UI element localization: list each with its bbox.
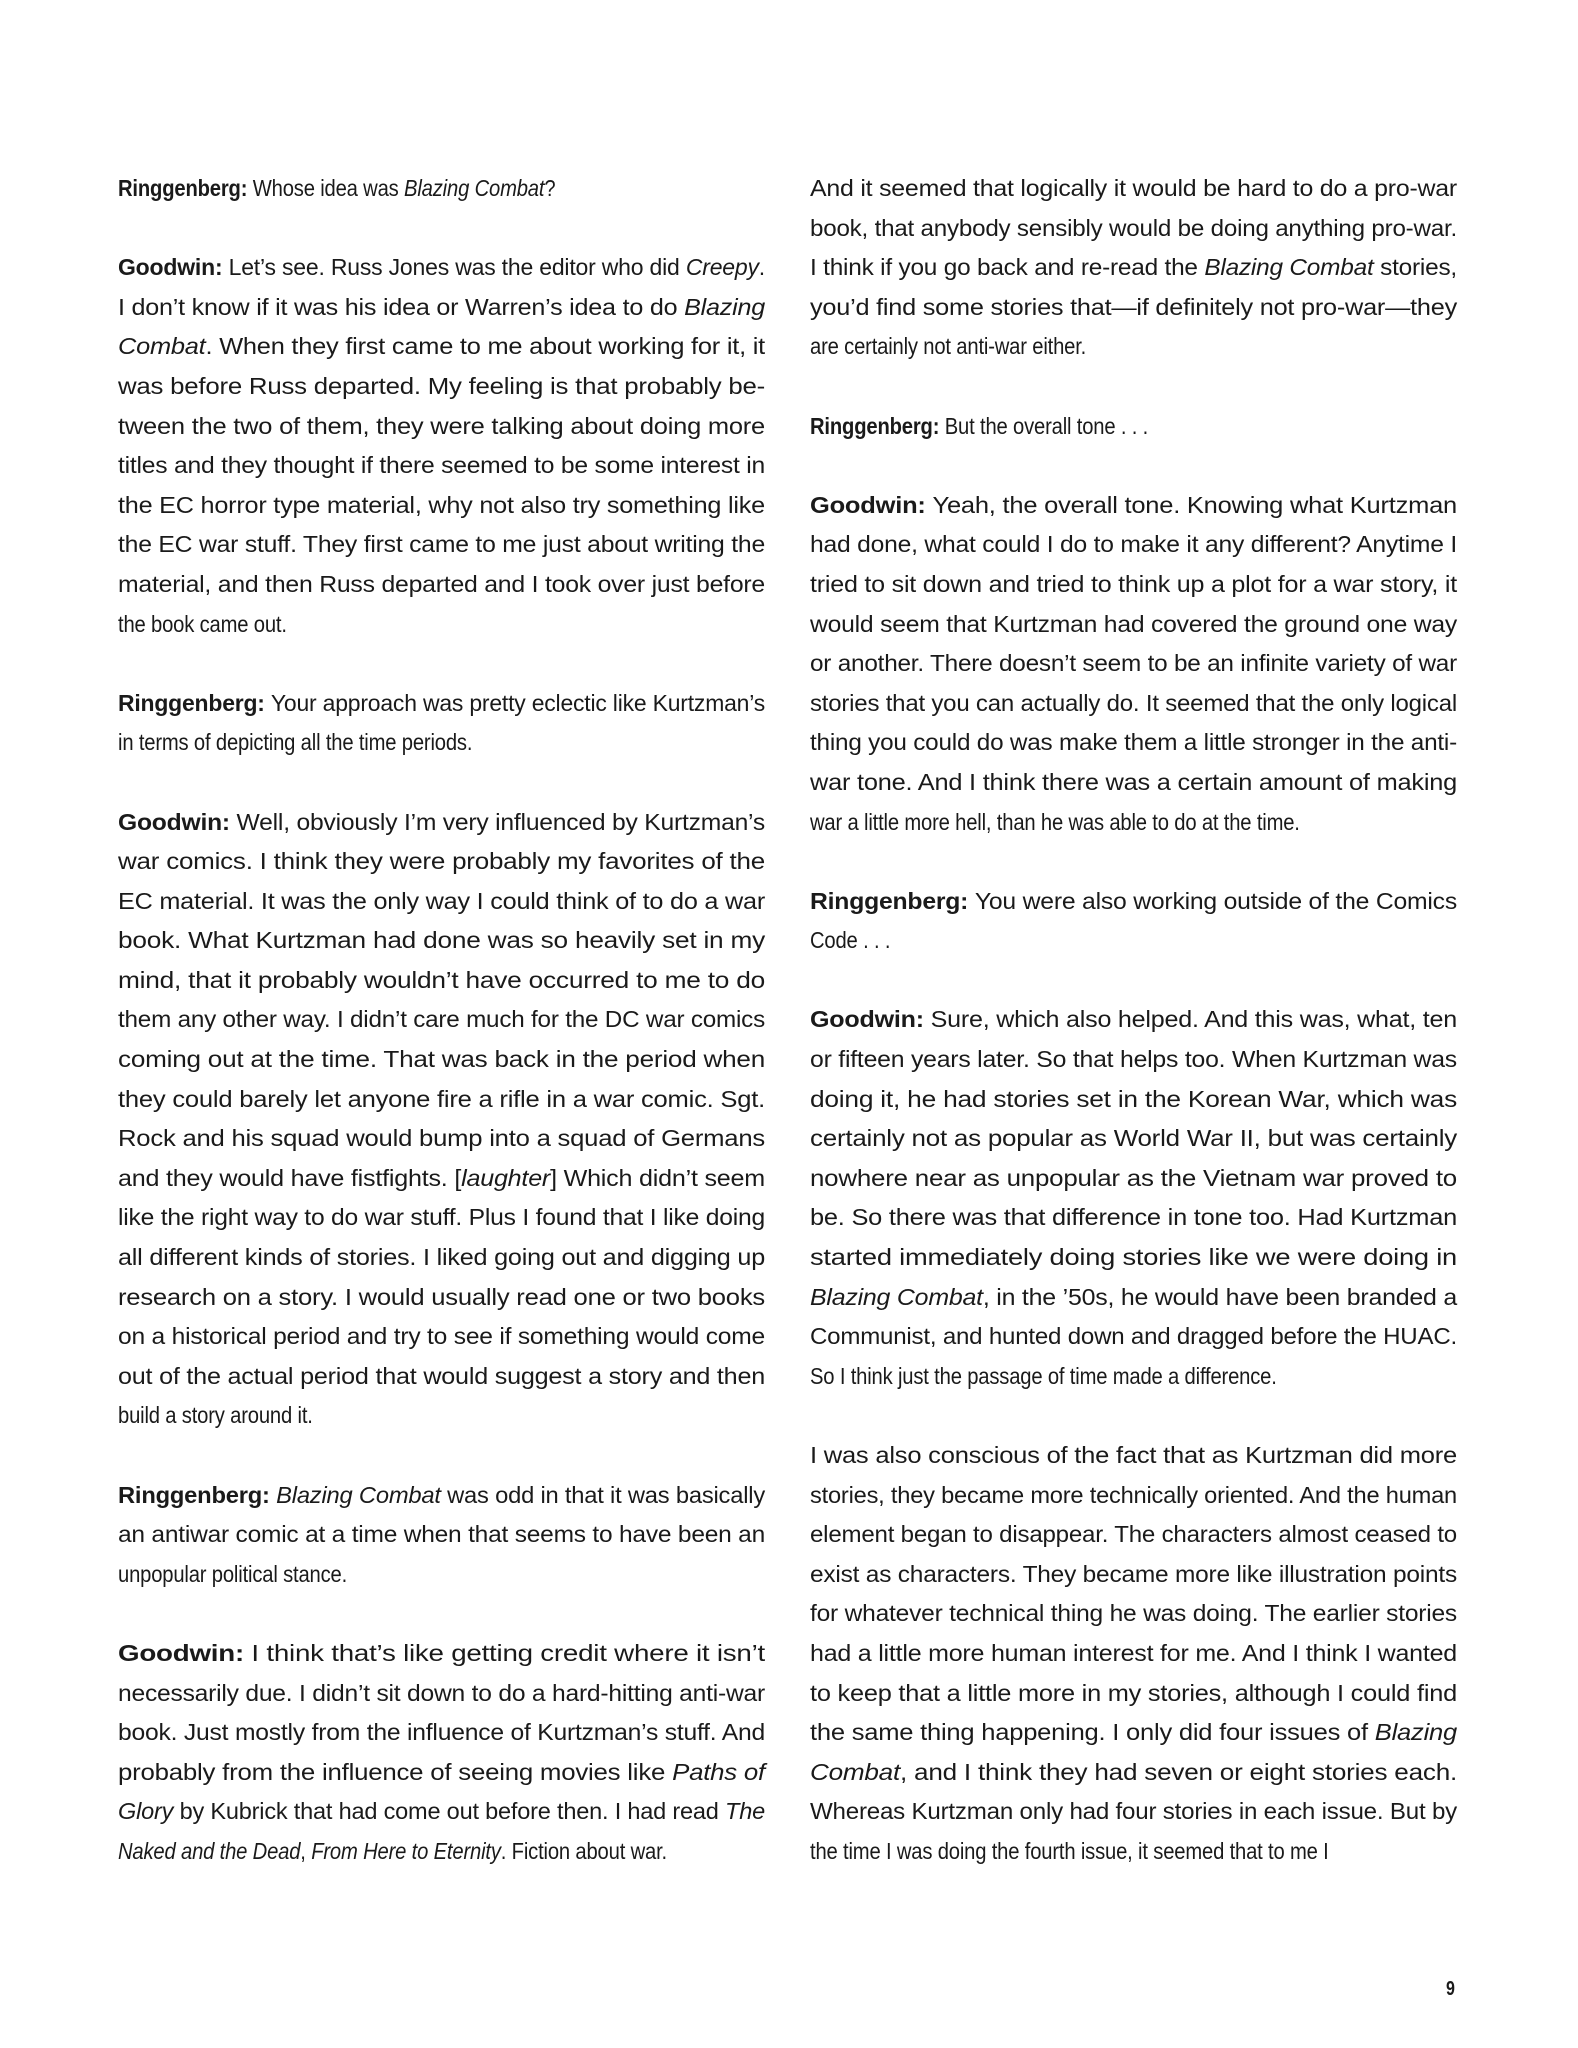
text-line: [118, 842, 765, 882]
text-run: Whereas Kurtzman only had four stories in each issue. But by: [810, 1798, 1457, 1825]
italic-title: Blazing Combat: [404, 175, 545, 201]
text-run: coming out at the time. That was back in the period when: [118, 1046, 765, 1073]
text-run: So I think just the passage of time made a difference.: [810, 1362, 1277, 1389]
text-line: [810, 327, 1457, 367]
paragraph-gap: [810, 367, 1457, 407]
text-run: tween the two of them, they were talking about doing more: [118, 412, 765, 439]
text-run: are certainly not anti-war either.: [810, 333, 1087, 360]
text-run: was odd in that it was basically: [440, 1481, 765, 1508]
interview-paragraph: [118, 803, 765, 1437]
text-run: or another. There doesn’t seem to be an infinite variety of war: [810, 650, 1457, 677]
paragraph-gap: [118, 644, 765, 684]
text-line: [810, 1278, 1457, 1318]
text-line: [118, 1238, 765, 1278]
text-run: stories,: [1373, 254, 1457, 281]
text-line: [810, 1555, 1457, 1595]
speaker-label: Goodwin:: [118, 1639, 252, 1666]
text-line: [118, 525, 765, 565]
text-run: unpopular political stance.: [118, 1560, 348, 1587]
text-line: [810, 1436, 1457, 1476]
speaker-label: Goodwin:: [810, 1006, 931, 1033]
text-run: element began to disappear. The characters almost ceased to: [810, 1521, 1457, 1548]
text-column-right: [810, 169, 1457, 1872]
interview-paragraph: [810, 407, 1457, 447]
italic-title: From Here to Eternity: [311, 1837, 501, 1864]
text-run: Whose idea was: [252, 175, 405, 201]
text-line: [810, 1198, 1457, 1238]
text-line: [118, 248, 765, 288]
text-run: the time I was doing the fourth issue, it seemed that to me I: [810, 1837, 1329, 1864]
speaker-label: Goodwin:: [118, 808, 237, 835]
text-line: [810, 1594, 1457, 1634]
paragraph-gap: [810, 446, 1457, 486]
interview-paragraph: [118, 169, 765, 209]
page-number: 9: [1446, 1978, 1455, 2000]
text-run: war tone. And I think there was a certain amount of making: [810, 768, 1457, 795]
text-line: [810, 684, 1457, 724]
italic-title: Blazing Combat: [810, 1283, 983, 1310]
text-run: them any other way. I didn’t care much for the DC war comics: [118, 1006, 765, 1033]
text-run: you’d find some stories that—if definitely not pro-war—they: [810, 293, 1457, 320]
italic-title: Combat: [810, 1758, 900, 1785]
text-line: [810, 882, 1457, 922]
text-line: [118, 1555, 765, 1595]
text-run: probably from the influence of seeing movies like: [118, 1758, 673, 1785]
text-line: [118, 1396, 765, 1436]
text-run: Code . . .: [810, 927, 891, 954]
text-line: [810, 1674, 1457, 1714]
paragraph-gap: [118, 763, 765, 803]
speaker-label: Ringgenberg:: [810, 412, 945, 439]
paragraph-gap: [810, 961, 1457, 1001]
italic-title: Blazing: [684, 293, 765, 320]
text-run: Well, obviously I’m very influenced by Kurtzman’s: [236, 808, 765, 835]
speaker-label: Ringgenberg:: [118, 689, 271, 716]
interview-paragraph: [118, 1634, 765, 1872]
text-run: Communist, and hunted down and dragged before the HUAC.: [810, 1323, 1457, 1350]
text-run: thing you could do was make them a little stronger in the anti-: [810, 729, 1457, 756]
italic-title: The: [725, 1798, 765, 1825]
text-run: ] Which didn’t seem: [550, 1164, 765, 1191]
text-run: Let’s see. Russ Jones was the editor who did: [228, 254, 686, 281]
text-run: . Fiction about war.: [500, 1837, 667, 1864]
text-run: material, and then Russ departed and I took over just before: [118, 570, 765, 597]
interview-paragraph: [810, 1436, 1457, 1872]
text-line: [810, 565, 1457, 605]
text-line: [810, 288, 1457, 328]
interview-paragraph: [118, 248, 765, 644]
text-run: EC material. It was the only way I could think of to do a war: [118, 887, 765, 914]
text-run: You were also working outside of the Comics: [974, 887, 1457, 914]
italic-title: laughter: [461, 1164, 551, 1191]
text-run: Sure, which also helped. And this was, what, ten: [930, 1006, 1457, 1033]
text-line: [810, 1000, 1457, 1040]
italic-title: Combat: [118, 333, 206, 360]
text-line: [118, 1119, 765, 1159]
text-run: or fifteen years later. So that helps too. When Kurtzman was: [810, 1046, 1457, 1073]
text-run: started immediately doing stories like we were doing in: [810, 1244, 1457, 1271]
text-run: I was also conscious of the fact that as Kurtzman did more: [810, 1442, 1457, 1468]
text-run: certainly not as popular as World War II, but was certainly: [810, 1125, 1457, 1152]
text-line: [118, 1753, 765, 1793]
text-run: I think if you go back and re-read the: [810, 254, 1205, 281]
text-line: [118, 1278, 765, 1318]
text-line: [810, 209, 1457, 249]
text-line: [118, 605, 765, 645]
text-run: ,: [300, 1837, 312, 1864]
text-line: [810, 1357, 1457, 1397]
text-run: be. So there was that difference in tone too. Had Kurtzman: [810, 1204, 1457, 1231]
text-run: mind, that it probably wouldn’t have occurred to me to do: [118, 966, 765, 993]
text-line: [810, 248, 1457, 288]
text-run: necessarily due. I didn’t sit down to do a hard-hitting anti-war: [118, 1679, 765, 1706]
interview-paragraph: [810, 169, 1457, 367]
text-run: research on a story. I would usually read one or two books: [118, 1283, 765, 1310]
paragraph-gap: [118, 209, 765, 249]
text-line: [810, 1238, 1457, 1278]
text-run: , and I think they had seven or eight stories each.: [899, 1758, 1457, 1785]
text-line: [810, 644, 1457, 684]
text-run: war comics. I think they were probably my favorites of the: [118, 848, 765, 875]
text-run: would seem that Kurtzman had covered the ground one way: [810, 610, 1457, 637]
text-line: [810, 1080, 1457, 1120]
text-run: had done, what could I do to make it any different? Anytime I: [810, 531, 1457, 558]
paragraph-gap: [810, 842, 1457, 882]
text-run: in terms of depicting all the time periods.: [118, 729, 473, 756]
text-line: [118, 882, 765, 922]
italic-title: Blazing Combat: [276, 1481, 441, 1508]
text-run: the EC horror type material, why not also try something like: [118, 491, 765, 518]
text-line: [118, 1000, 765, 1040]
text-run: and they would have fistfights. [: [118, 1164, 462, 1191]
text-line: [118, 1792, 765, 1832]
paragraph-gap: [118, 1436, 765, 1476]
italic-title: Naked and the Dead: [118, 1837, 301, 1864]
text-line: [810, 407, 1457, 447]
italic-title: Glory: [118, 1798, 174, 1825]
text-run: build a story around it.: [118, 1402, 313, 1429]
text-line: [810, 1713, 1457, 1753]
text-run: for whatever technical thing he was doing. The earlier stories: [810, 1600, 1457, 1627]
interview-paragraph: [118, 684, 765, 763]
text-run: book. What Kurtzman had done was so heavily set in my: [118, 927, 765, 954]
italic-title: Blazing Combat: [1204, 254, 1374, 281]
text-run: nowhere near as unpopular as the Vietnam war proved to: [810, 1164, 1457, 1191]
text-run: tried to sit down and tried to think up a plot for a war story, it: [810, 570, 1457, 597]
interview-paragraph: [810, 486, 1457, 842]
text-run: an antiwar comic at a time when that seems to have been an: [118, 1521, 766, 1548]
text-line: [118, 169, 765, 209]
text-run: Your approach was pretty eclectic like Kurtzman’s: [270, 689, 765, 716]
text-line: [810, 1040, 1457, 1080]
text-run: I think that’s like getting credit where it isn’t: [251, 1639, 766, 1666]
text-line: [118, 1832, 765, 1872]
text-line: [118, 1159, 765, 1199]
text-line: [118, 486, 765, 526]
text-line: [810, 525, 1457, 565]
text-run: stories that you can actually do. It seemed that the only logical: [810, 689, 1457, 716]
text-run: was before Russ departed. My feeling is that probably be-: [118, 372, 765, 399]
text-line: [810, 1753, 1457, 1793]
text-run: And it seemed that logically it would be hard to do a pro-war: [810, 175, 1457, 201]
speaker-label: Ringgenberg:: [118, 175, 253, 201]
text-line: [810, 803, 1457, 843]
speaker-label: Ringgenberg:: [810, 887, 975, 914]
interview-paragraph: [118, 1476, 765, 1595]
text-line: [118, 803, 765, 843]
text-line: [118, 288, 765, 328]
text-line: [810, 1792, 1457, 1832]
text-run: all different kinds of stories. I liked going out and digging up: [118, 1244, 765, 1271]
text-line: [118, 1198, 765, 1238]
speaker-label: Goodwin:: [118, 254, 229, 281]
speaker-label: Goodwin:: [810, 491, 933, 518]
text-line: [118, 446, 765, 486]
text-line: [810, 605, 1457, 645]
italic-title: Paths of: [672, 1758, 765, 1785]
text-run: stories, they became more technically oriented. And the human: [810, 1481, 1457, 1508]
text-run: they could barely let anyone fire a rifle in a war comic. Sgt.: [118, 1085, 765, 1112]
text-line: [118, 723, 765, 763]
text-run: to keep that a little more in my stories, although I could find: [810, 1679, 1457, 1706]
text-line: [118, 1674, 765, 1714]
text-run: But the overall tone . . .: [944, 412, 1149, 439]
text-line: [118, 367, 765, 407]
paragraph-gap: [810, 1396, 1457, 1436]
text-run: like the right way to do war stuff. Plus I found that I like doing: [118, 1204, 766, 1231]
text-line: [118, 1713, 765, 1753]
text-run: . When they first came to me about working for it, it: [205, 333, 765, 360]
text-run: book. Just mostly from the influence of Kurtzman’s stuff. And: [118, 1719, 765, 1746]
text-line: [118, 565, 765, 605]
text-line: [118, 327, 765, 367]
text-run: the same thing happening. I only did four issues of: [810, 1719, 1375, 1746]
text-run: out of the actual period that would suggest a story and then: [118, 1362, 765, 1389]
text-line: [810, 1515, 1457, 1555]
text-line: [118, 1515, 765, 1555]
text-line: [118, 921, 765, 961]
text-run: Yeah, the overall tone. Knowing what Kurtzman: [932, 491, 1457, 518]
text-line: [118, 1040, 765, 1080]
text-line: [118, 961, 765, 1001]
text-line: [810, 169, 1457, 209]
speaker-label: Ringgenberg:: [118, 1481, 277, 1508]
italic-title: Creepy: [685, 254, 759, 281]
text-run: titles and they thought if there seemed to be some interest in: [118, 452, 765, 479]
text-line: [810, 1119, 1457, 1159]
text-run: .: [758, 254, 765, 281]
interview-paragraph: [810, 1000, 1457, 1396]
text-line: [118, 1080, 765, 1120]
text-run: , in the ’50s, he would have been branded a: [982, 1283, 1457, 1310]
text-run: ?: [544, 175, 556, 201]
text-line: [810, 1476, 1457, 1516]
text-run: Rock and his squad would bump into a squad of Germans: [118, 1125, 765, 1152]
text-run: doing it, he had stories set in the Korean War, which was: [810, 1085, 1457, 1112]
text-run: book, that anybody sensibly would be doing anything pro-war.: [810, 214, 1457, 241]
text-line: [118, 1317, 765, 1357]
text-run: by Kubrick that had come out before then. I had read: [173, 1798, 726, 1825]
text-line: [810, 1159, 1457, 1199]
text-line: [810, 1634, 1457, 1674]
text-column-left: [118, 169, 765, 1872]
text-line: [810, 763, 1457, 803]
text-line: [118, 1634, 765, 1674]
text-line: [810, 921, 1457, 961]
text-run: I don’t know if it was his idea or Warren’s idea to do: [118, 293, 685, 320]
text-line: [810, 1317, 1457, 1357]
text-run: had a little more human interest for me. And I think I wanted: [810, 1639, 1457, 1666]
text-run: the EC war stuff. They first came to me just about writing the: [118, 531, 765, 558]
text-run: exist as characters. They became more like illustration points: [810, 1560, 1457, 1587]
paragraph-gap: [118, 1594, 765, 1634]
text-run: on a historical period and try to see if something would come: [118, 1323, 766, 1350]
italic-title: Blazing: [1374, 1719, 1457, 1746]
text-line: [810, 723, 1457, 763]
text-line: [810, 486, 1457, 526]
text-line: [810, 1832, 1457, 1872]
text-line: [118, 407, 765, 447]
text-run: the book came out.: [118, 610, 287, 637]
text-line: [118, 1476, 765, 1516]
interview-paragraph: [810, 882, 1457, 961]
text-line: [118, 684, 765, 724]
text-run: war a little more hell, than he was able to do at the time.: [810, 808, 1300, 835]
text-line: [118, 1357, 765, 1397]
